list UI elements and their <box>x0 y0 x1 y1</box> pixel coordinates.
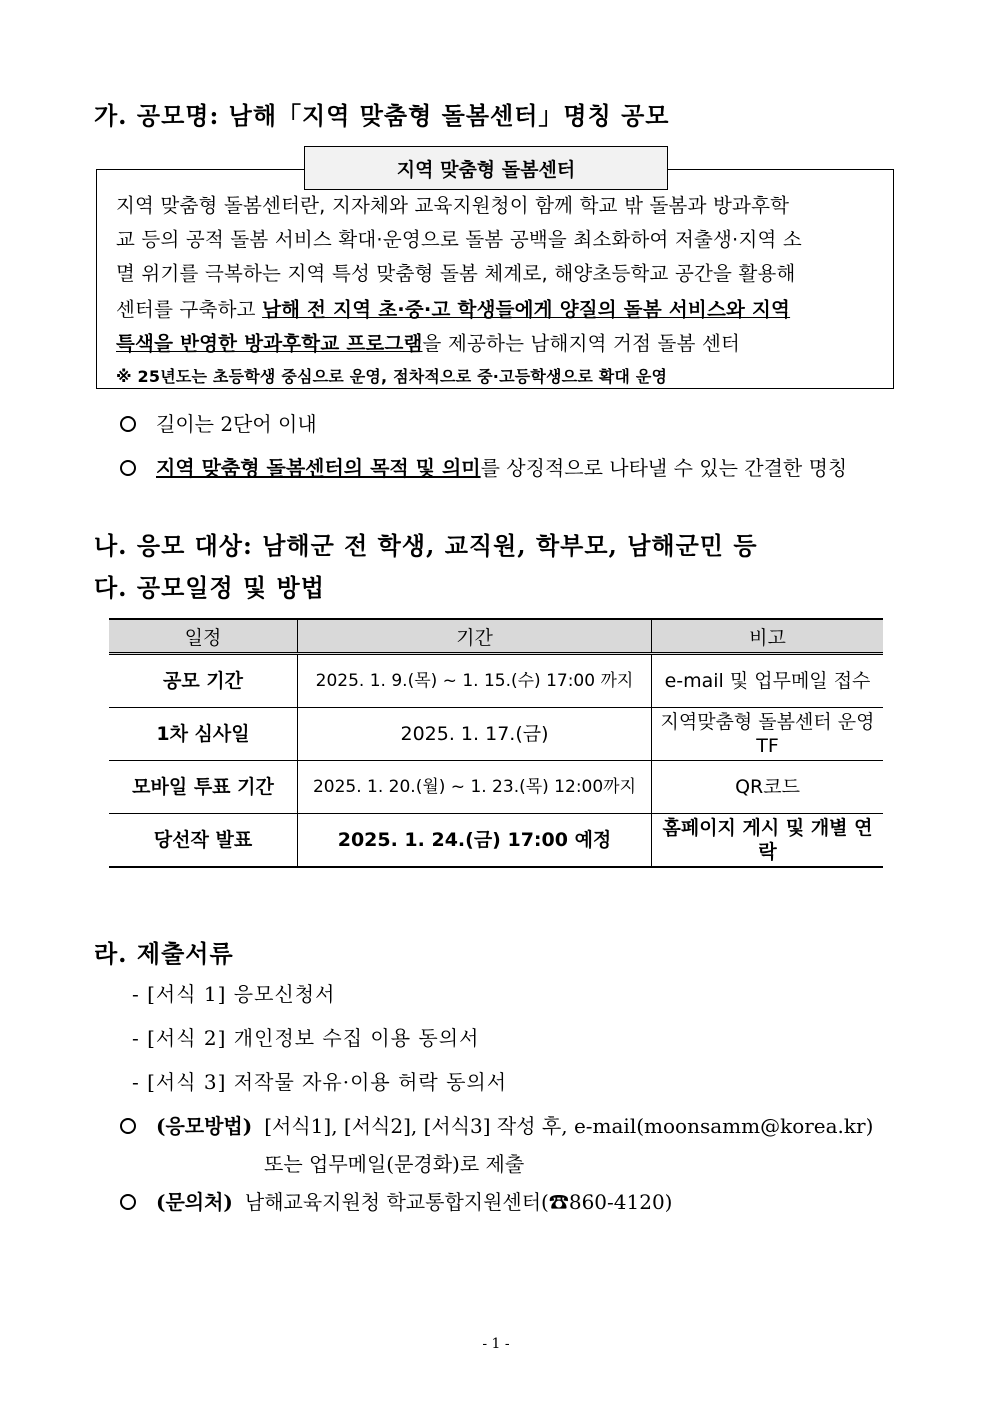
header-schedule: 일정 <box>109 619 298 654</box>
row-schedule: 당선작 발표 <box>109 814 298 868</box>
section-da-title: 다. 공모일정 및 방법 <box>94 573 325 602</box>
row-schedule: 모바일 투표 기간 <box>109 761 298 814</box>
row-period: 2025. 1. 20.(월) ~ 1. 23.(목) 12:00까지 <box>298 761 652 814</box>
criteria-item-2-text: 를 상징적으로 나타낼 수 있는 간결한 명칭 <box>480 456 848 480</box>
table-header-row <box>109 619 883 654</box>
circle-bullet-icon <box>120 1118 136 1134</box>
table-row <box>109 654 883 708</box>
document-item-3: - [서식 3] 저작물 자유·이용 허락 동의서 <box>132 1070 508 1094</box>
row-note: e-mail 및 업무메일 접수 <box>652 654 884 708</box>
table-row <box>109 708 883 761</box>
definition-line-5 <box>116 328 878 356</box>
criteria-item-2-emphasis: 지역 맞춤형 돌봄센터의 목적 및 의미 <box>156 456 481 480</box>
contact-label: (문의처) <box>156 1190 233 1214</box>
contact-line <box>120 1186 672 1215</box>
criteria-item-1 <box>120 408 317 437</box>
method-label: (응모방법) <box>156 1114 253 1138</box>
section-ga-title: 가. 공모명: 남해「지역 맞춤형 돌봄센터」명칭 공모 <box>94 101 670 130</box>
definition-box-title: 지역 맞춤형 돌봄센터 <box>304 146 668 190</box>
header-note: 비고 <box>652 619 884 654</box>
row-period: 2025. 1. 9.(목) ~ 1. 15.(수) 17:00 까지 <box>298 654 652 708</box>
row-note: QR코드 <box>652 761 884 814</box>
method-text-1: [서식1], [서식2], [서식3] 작성 후, e-mail(moonsamm@korea.kr) <box>264 1114 874 1138</box>
circle-bullet-icon <box>120 416 136 432</box>
section-ra-title: 라. 제출서류 <box>94 939 234 968</box>
section-na-title: 나. 응모 대상: 남해군 전 학생, 교직원, 학부모, 남해군민 등 <box>94 531 758 560</box>
definition-note: ※ 25년도는 초등학생 중심으로 운영, 점차적으로 중·고등학생으로 확대 운영 <box>116 367 668 386</box>
definition-line-4 <box>116 294 878 322</box>
definition-line-4-text: 센터를 구축하고 <box>116 298 263 321</box>
criteria-item-2 <box>120 452 847 481</box>
header-period: 기간 <box>298 619 652 654</box>
method-text-2: 또는 업무메일(문경화)로 제출 <box>264 1152 525 1176</box>
document-item-1: - [서식 1] 응모신청서 <box>132 982 336 1006</box>
definition-line-3: 멸 위기를 극복하는 지역 특성 맞춤형 돌봄 체계로, 해양초등학교 공간을 활용해 <box>116 262 796 285</box>
definition-line-5-text: 을 제공하는 남해지역 거점 돌봄 센터 <box>422 332 741 355</box>
circle-bullet-icon <box>120 1194 136 1210</box>
document-item-2: - [서식 2] 개인정보 수집 이용 동의서 <box>132 1026 480 1050</box>
definition-line-1: 지역 맞춤형 돌봄센터란, 지자체와 교육지원청이 함께 학교 밖 돌봄과 방과후학 <box>116 194 790 217</box>
row-schedule: 1차 심사일 <box>109 708 298 761</box>
row-schedule: 공모 기간 <box>109 654 298 708</box>
table-row <box>109 761 883 814</box>
page-number: - 1 - <box>482 1336 510 1352</box>
row-note: 지역맞춤형 돌봄센터 운영 TF <box>652 708 884 761</box>
criteria-item-1-text: 길이는 2단어 이내 <box>156 412 317 436</box>
definition-line-2: 교 등의 공적 돌봄 서비스 확대·운영으로 돌봄 공백을 최소화하여 저출생·지역 소 <box>116 228 802 251</box>
definition-line-5-emphasis: 특색을 반영한 방과후학교 프로그램 <box>116 332 423 355</box>
row-note: 홈페이지 게시 및 개별 연락 <box>652 814 884 868</box>
method-line <box>120 1110 873 1139</box>
row-period: 2025. 1. 24.(금) 17:00 예정 <box>298 814 652 868</box>
contact-text: 남해교육지원청 학교통합지원센터(☎860-4120) <box>244 1190 673 1214</box>
schedule-table <box>109 618 883 868</box>
definition-line-4-emphasis: 남해 전 지역 초·중·고 학생들에게 양질의 돌봄 서비스와 지역 <box>262 298 791 321</box>
table-row <box>109 814 883 868</box>
row-period: 2025. 1. 17.(금) <box>298 708 652 761</box>
circle-bullet-icon <box>120 460 136 476</box>
